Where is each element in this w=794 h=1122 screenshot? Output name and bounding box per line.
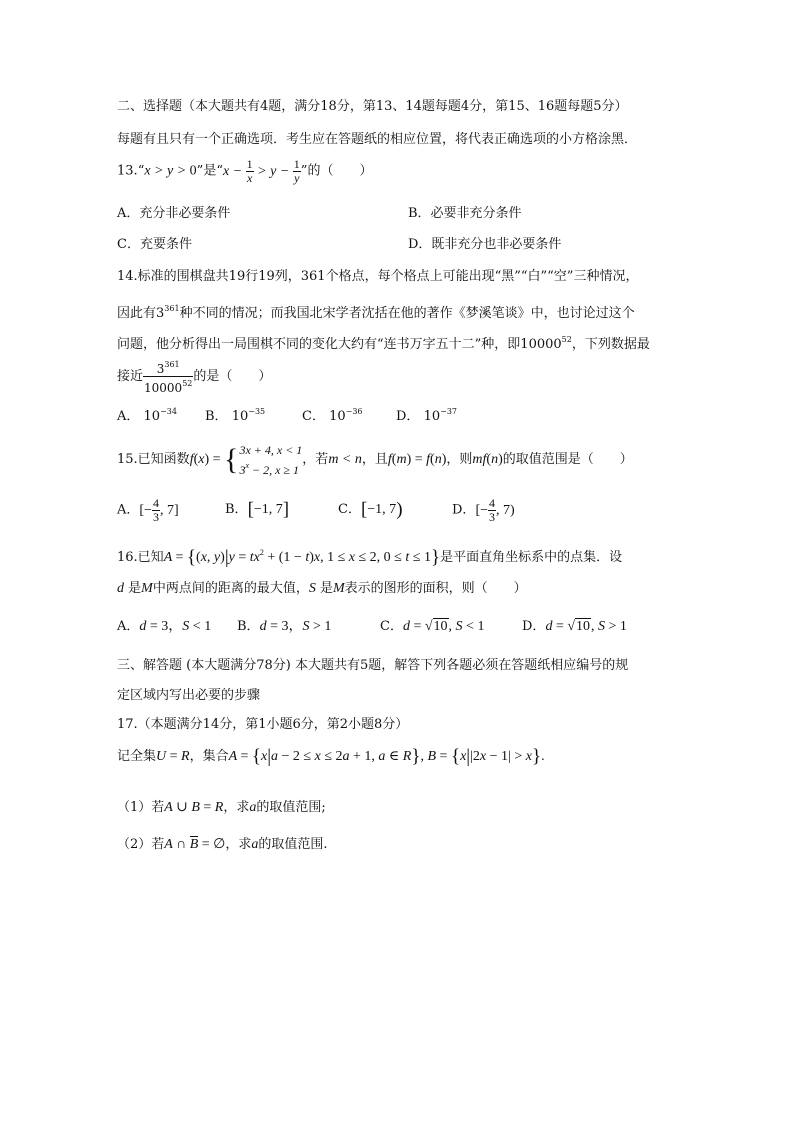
q13-option-d: D．既非充分也非必要条件 xyxy=(408,237,562,252)
q14-fraction: $\frac{3^{361}}{10000^{52}}$ xyxy=(144,360,193,395)
q14-line4: 接近 $\frac{3^{361}}{10000^{52}}$ 的是（ ） xyxy=(117,360,272,395)
q17-part1: （1）若A ∪ B = R，求a的取值范围; xyxy=(117,800,326,815)
q17-intro: 记全集U = R，集合A = {x|a − 2 ≤ x ≤ 2a + 1, a ∈ R}, B = {x||2x − 1| > x}. xyxy=(117,746,545,767)
q16-set: A = {(x, $y)|y = tx^2 + (1 - t)x$, 1 ≤ x ≤ 2, 0 ≤ t ≤ 1} xyxy=(163,547,441,568)
q15-stem: 15.已知函数f(x) = { 3x + 4, x < 1 $3^x - 2$, x ≥ 1 ，若m < n，且f(m) = f(n)，则mf(n)的取值范围是（ ） xyxy=(117,443,633,477)
q14-line1: 14.标准的围棋盘共19行19列，361个格点，每个格点上可能出现“黑”“白”“空”三种情况， xyxy=(117,269,639,284)
q16-option-b: B．d = 3，S > 1 xyxy=(237,619,332,634)
q14-line3: 问题，他分析得出一局围棋不同的变化大约有“连书万字五十二”种，即10000$^{52}$，下列数据最 xyxy=(117,335,650,352)
q16-option-c: C．d = √10, S < 1 xyxy=(380,619,485,634)
q14-option-a: A． $10^{-34}$ xyxy=(117,407,177,424)
q13-option-c: C．充要条件 xyxy=(117,237,192,252)
q16-line2: d 是M中两点间的距离的最大值，S 是M表示的图形的面积，则（ ） xyxy=(117,581,527,596)
q15-function: f(x) = { 3x + 4, x < 1 $3^x - 2$, x ≥ 1 xyxy=(189,443,303,477)
q13-conclusion: x − $\frac{1}{x}$ > y − $\frac{1}{y}$ xyxy=(223,157,300,185)
q13-option-a: A．充分非必要条件 xyxy=(117,206,231,221)
section3-heading-cont: 定区域内写出必要的步骤 xyxy=(117,688,261,703)
q17-part2: （2）若A ∩ B = ∅，求a的取值范围. xyxy=(117,837,328,852)
q15-option-d: D．[− $\frac{4}{3}$ , 7) xyxy=(452,496,515,524)
q13-stem-is: 是 xyxy=(203,163,217,179)
q13-condition: x > y > 0 xyxy=(144,163,197,179)
q16-stem: 16.已知A = {(x, $y)|y = tx^2 + (1 - t)x$, 1 ≤ x ≤ 2, 0 ≤ t ≤ 1}是平面直角坐标系中的点集．设 xyxy=(117,547,623,568)
q14-option-b: B． $10^{-35}$ xyxy=(205,407,266,424)
section3-heading: 三、解答题 (本大题满分78分) 本大题共有5题，解答下列各题必须在答题纸相应编号的规 xyxy=(117,658,629,673)
q14-option-d: D． $10^{-37}$ xyxy=(396,407,458,424)
q15-option-c: C．[−1, 7) xyxy=(338,499,403,520)
q15-option-b: B．[−1, 7] xyxy=(225,499,290,520)
section2-heading: 二、选择题（本大题共有4题，满分18分，第13、14题每题4分，第15、16题每题5分） xyxy=(117,99,628,114)
q14-option-c: C． $10^{-36}$ xyxy=(302,407,363,424)
q15-option-a: A．[− $\frac{4}{3}$ , 7] xyxy=(117,496,179,524)
q14-line2: 因此有$3^{361}$种不同的情况；而我国北宋学者沈括在他的著作《梦溪笔谈》中，也讨论过这个 xyxy=(117,304,635,321)
section2-instruction: 每题有且只有一个正确选项．考生应在答题纸的相应位置，将代表正确选项的小方格涂黑． xyxy=(117,132,638,147)
q13-option-b: B．必要非充分条件 xyxy=(408,206,522,221)
q16-option-a: A．d = 3，S < 1 xyxy=(117,619,212,634)
q13-number: 13. xyxy=(117,163,138,179)
q13-stem-end: 的（ ） xyxy=(307,163,373,179)
q16-option-d: D．d = √10, S > 1 xyxy=(522,619,627,634)
q17-header: 17.（本题满分14分，第1小题6分，第2小题8分） xyxy=(117,717,409,732)
q13-stem: 13.“x > y > 0”是“x − $\frac{1}{x}$ > y − $\frac{1}{y}$ ”的（ ） xyxy=(117,157,373,185)
